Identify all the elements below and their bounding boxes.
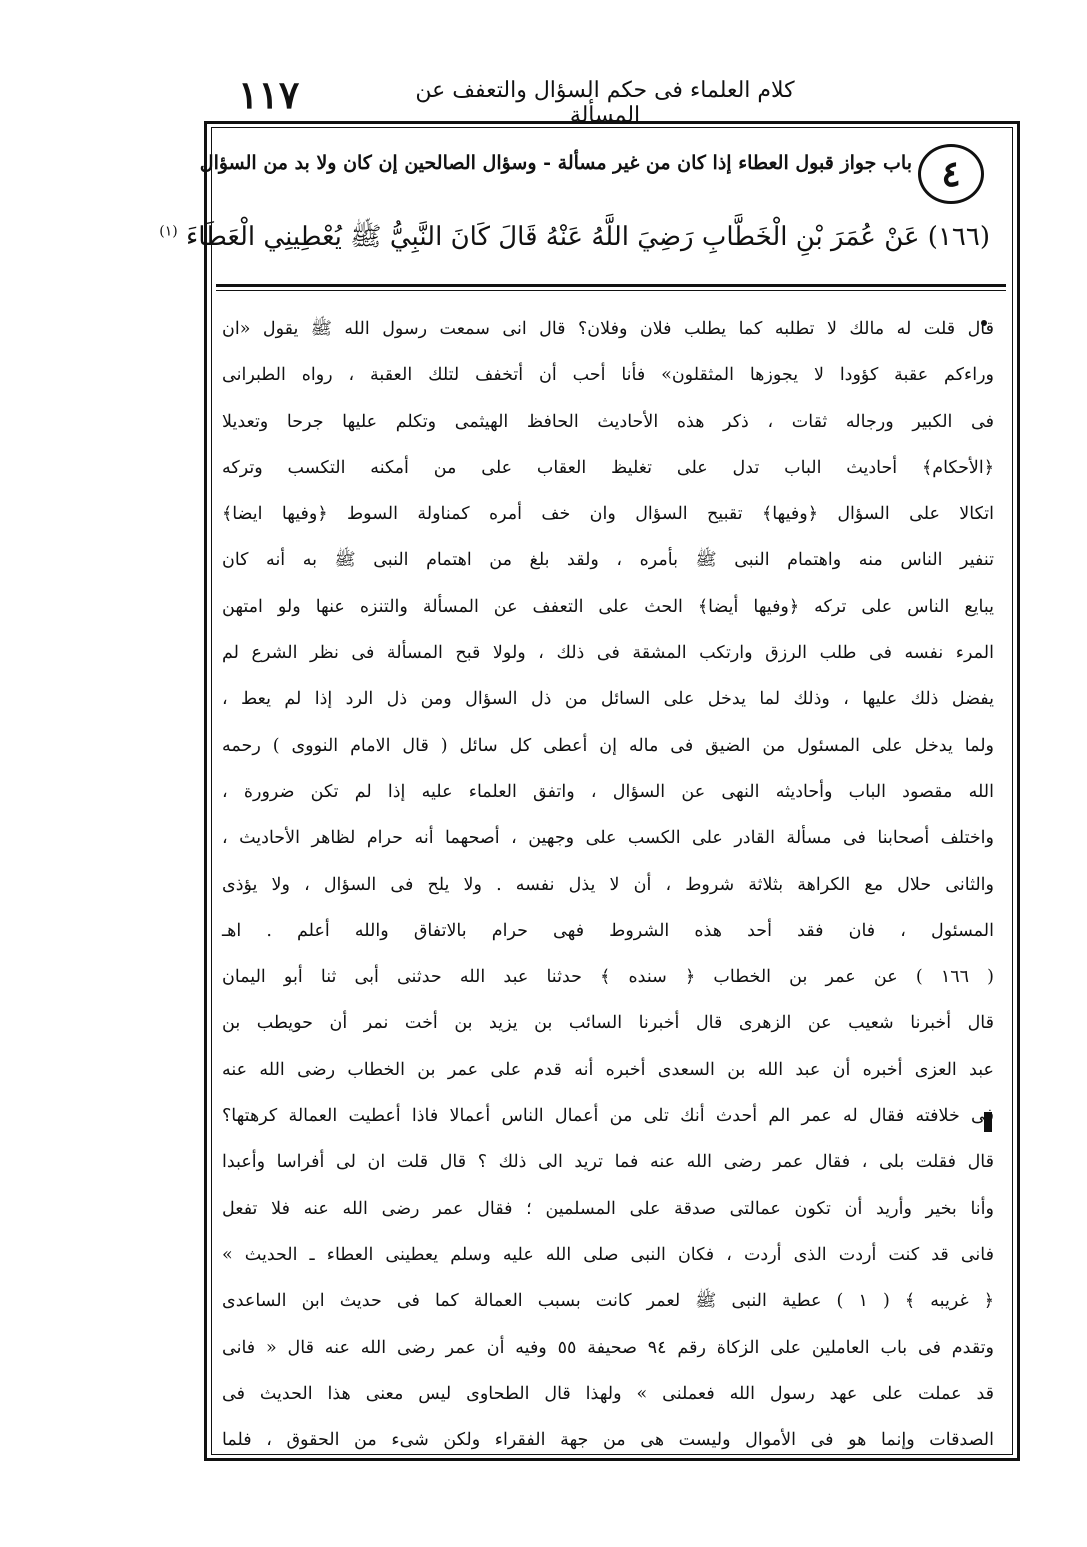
text-line: قال قلت له مالك لا تطلبه كما يطلب فلان وفلان؟ قال انى سمعت رسول الله ﷺ يقول «ان — [222, 319, 994, 339]
text-line: يفضل ذلك عليها ، وذلك لما يدخل على السائل من ذل السؤال ومن ذل الرد إذا لم يعط ، — [222, 689, 994, 710]
text-line: تنفير الناس منه واهتمام النبى ﷺ بأمره ، ولقد بلغ من اهتمام النبى ﷺ به أنه كان — [222, 550, 994, 571]
text-line: والثانى حلال مع الكراهة بثلاثة شروط ، أن لا يذل نفسه . ولا يلح فى السؤال ، ولا يؤذى — [222, 874, 994, 895]
text-line: ( ١٦٦ ) عن عمر بن الخطاب ﴿ سنده ﴾ حدثنا عبد الله حدثنى أبى ثنا أبو اليمان — [222, 967, 994, 988]
footnote-marker: (١) — [159, 223, 178, 240]
text-line: عبد العزى أخبره أن عبد الله بن السعدى أخبره أنه قدم على عمر بن الخطاب رضى الله عنه — [222, 1059, 994, 1080]
text-line: وتقدم فى باب العاملين على الزكاة رقم ٩٤ صحيفة ٥٥ وفيه أن عمر رضى الله عنه قال « فانى — [222, 1337, 994, 1358]
page-number: ١١٧ — [238, 72, 300, 117]
text-line: الله مقصود الباب وأحاديثه النهى عن السؤال ، واتفق العلماء عليه إذا لم تكن ضرورة ، — [222, 781, 994, 802]
text-line: ﴿ غريبه ﴾ ( ١ ) عطية النبى ﷺ لعمر كانت بسبب العمالة كما فى حديث ابن الساعدى — [222, 1291, 994, 1312]
text-line: قال فقلت بلى ، فقال عمر رضى الله عنه فما تريد الى ذلك ؟ قال قلت ان لى أفراسا وأعبدا — [222, 1152, 994, 1173]
divider-thick — [216, 284, 1006, 287]
divider-thin — [216, 290, 1006, 291]
text-line: وراءكم عقبة كؤودا لا يجوزها المثقلون» فأنا أحب أن أتخفف لتلك العقبة ، رواه الطبرانى — [222, 365, 994, 386]
text-line: ﴿الأحكام﴾ أحاديث الباب تدل على تغليظ العقاب على من أمكنه التكسب وتركه — [222, 457, 994, 478]
text-line: واختلف أصحابنا فى مسألة القادر على الكسب على وجهين ، أصحهما أنه حرام لظاهر الأحاديث ، — [222, 828, 994, 849]
text-line: ولما يدخل على المسئول من الضيق فى ماله إن أعطى كل سائل ( قال الامام النووى ) رحمه — [222, 735, 994, 756]
text-line: قال أخبرنا شعيب عن الزهرى قال أخبرنا السائب بن يزيد بن أخت نمر أن حويطب بن — [222, 1013, 994, 1034]
text-line: فى الكبير ورجاله ثقات ، ذكر هذه الأحاديث الحافظ الهيثمى وتكلم عليها جرحا وتعديلا — [222, 411, 994, 432]
text-line: فانى قد كنت أردت الذى أردت ، فكان النبى صلى الله عليه وسلم يعطينى العطاء ـ الحديث » — [222, 1244, 994, 1265]
hadith-text-line — [159, 220, 990, 258]
text-line: يبايع الناس على تركه ﴿وفيها أيضا﴾ الحث على التعفف عن المسألة والتنزه عنها ولو امتهن — [222, 596, 994, 617]
text-line: الصدقات وإنما هو فى الأموال وليست هى من جهة الفقراء ولكن شىء من الحقوق ، فلما — [222, 1430, 994, 1451]
text-line: فى خلافته فقال له عمر الم أحدث أنك تلى من أعمال الناس أعمالا فاذا أعطيت العمالة كرهتها؟ — [222, 1106, 994, 1127]
hadith-text: (١٦٦) عَنْ عُمَرَ بْنِ الْخَطَّابِ رَضِيَ اللَّهُ عَنْهُ قَالَ كَانَ النَّبِيُّ ﷺ يُعْطِينِي الْعَطَاءَ — [185, 222, 990, 252]
text-line: المرء نفسه فى طلب الرزق وارتكب المشقة فى ذلك ، ولولا قبح المسألة فى نظر الشرع لم — [222, 643, 994, 664]
text-line: المسئول ، فان فقد أحد هذه الشروط فهى حرام بالاتفاق والله أعلم . اهـ — [222, 920, 994, 941]
commentary-body — [222, 306, 994, 1463]
text-line: قد عملت على عهد رسول الله فعملنى » ولهذا قال الطحاوى ليس معنى هذا الحديث فى — [222, 1383, 994, 1404]
chapter-title: باب جواز قبول العطاء إذا كان من غير مسألة - وسؤال الصالحين إن كان ولا بد من السؤال — [199, 152, 912, 174]
text-line: وأنا بخير وأريد أن تكون عمالتى صدقة على المسلمين ؛ فقال عمر رضى الله عنه فلا تفعل — [222, 1198, 994, 1219]
text-line: اتكالا على السؤال ﴿وفيها﴾ تقبيح السؤال وان خف أمره كمناولة السوط ﴿وفيها ايضا﴾ — [222, 504, 994, 525]
running-title: كلام العلماء فى حكم السؤال والتعفف عن المسألة — [415, 78, 795, 128]
chapter-number-badge: ٤ — [918, 144, 984, 204]
